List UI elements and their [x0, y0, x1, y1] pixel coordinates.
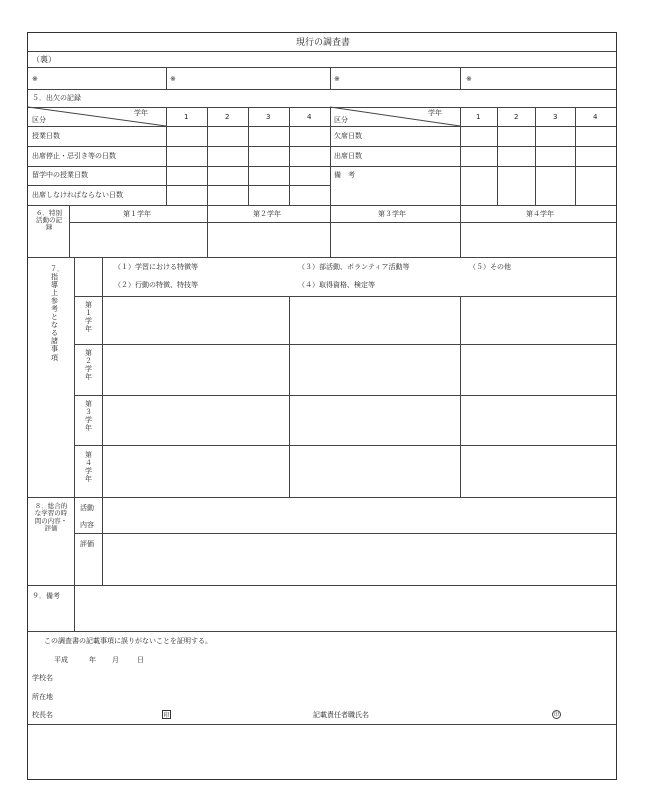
address-label: 所在地: [32, 693, 53, 701]
gakunen-label-right: 学年: [428, 109, 442, 117]
special-year-3: 第３学年: [378, 210, 406, 218]
certify-year: 年: [89, 656, 96, 664]
integrated-content: 内容: [80, 521, 94, 529]
guidance-item-2: （２）行動の特徴、特技等: [114, 281, 198, 289]
integrated-label: ８．総合的な学習の時間の内容・評価: [34, 502, 68, 533]
row-remarks: 備 考: [334, 171, 355, 179]
special-activities-label: ６．特別活動の記録: [36, 209, 62, 231]
note-mark-1: ※: [32, 75, 38, 83]
school-name-label: 学校名: [32, 674, 53, 682]
document-title: 現行の調査書: [296, 38, 351, 48]
certify-statement: この調査書の記載事項に誤りがないことを証明する。: [44, 637, 212, 645]
year-left-4: 4: [307, 113, 312, 121]
guidance-item-1: （１）学習における特徴等: [114, 263, 198, 271]
year-left-1: 1: [184, 113, 189, 121]
year-left-2: 2: [225, 113, 230, 121]
remarks-label: ９．備考: [32, 592, 60, 600]
row-absent-days: 欠席日数: [334, 132, 362, 140]
integrated-activity: 活動: [80, 504, 94, 512]
survey-form: [27, 32, 617, 780]
certify-day: 日: [137, 656, 144, 664]
special-year-1: 第１学年: [123, 210, 151, 218]
guidance-item-4: （４）取得資格、検定等: [298, 281, 375, 289]
row-class-days: 授業日数: [32, 132, 60, 140]
kubun-label-right: 区分: [334, 116, 348, 124]
row-attended-days: 出席日数: [334, 152, 362, 160]
year-right-1: 1: [476, 113, 481, 121]
recorder-label: 記載責任者職氏名: [313, 711, 369, 719]
note-mark-2: ※: [170, 75, 176, 83]
certify-month: 月: [112, 656, 119, 664]
side-label: （裏）: [32, 55, 56, 64]
principal-stamp: 印: [163, 712, 170, 719]
attendance-heading: ５．出欠の記録: [32, 94, 81, 102]
year-right-4: 4: [593, 113, 598, 121]
note-mark-4: ※: [466, 75, 472, 83]
guidance-year-1: 第１学年: [85, 301, 92, 334]
kubun-label-left: 区分: [32, 116, 46, 124]
guidance-year-2: 第２学年: [85, 349, 92, 382]
guidance-label: ７．指導上参考となる諸事項: [50, 265, 64, 362]
special-year-4: 第４学年: [526, 210, 554, 218]
year-right-3: 3: [553, 113, 558, 121]
integrated-evaluation: 評価: [80, 540, 94, 548]
row-suspension-days: 出席停止・忌引き等の日数: [32, 152, 116, 160]
row-study-abroad-days: 留学中の授業日数: [32, 171, 88, 179]
row-required-days: 出席しなければならない日数: [32, 191, 123, 199]
guidance-item-3: （３）部活動、ボランティア活動等: [298, 263, 410, 271]
year-left-3: 3: [266, 113, 271, 121]
year-right-2: 2: [514, 113, 519, 121]
recorder-seal: 印: [553, 712, 559, 718]
guidance-item-5: （５）その他: [469, 263, 511, 271]
gakunen-label-left: 学年: [134, 109, 148, 117]
guidance-year-3: 第３学年: [85, 400, 92, 433]
certify-era: 平成: [54, 656, 68, 664]
special-year-2: 第２学年: [253, 210, 281, 218]
note-mark-3: ※: [334, 75, 340, 83]
guidance-year-4: 第４学年: [85, 451, 92, 484]
principal-label: 校長名: [32, 711, 53, 719]
